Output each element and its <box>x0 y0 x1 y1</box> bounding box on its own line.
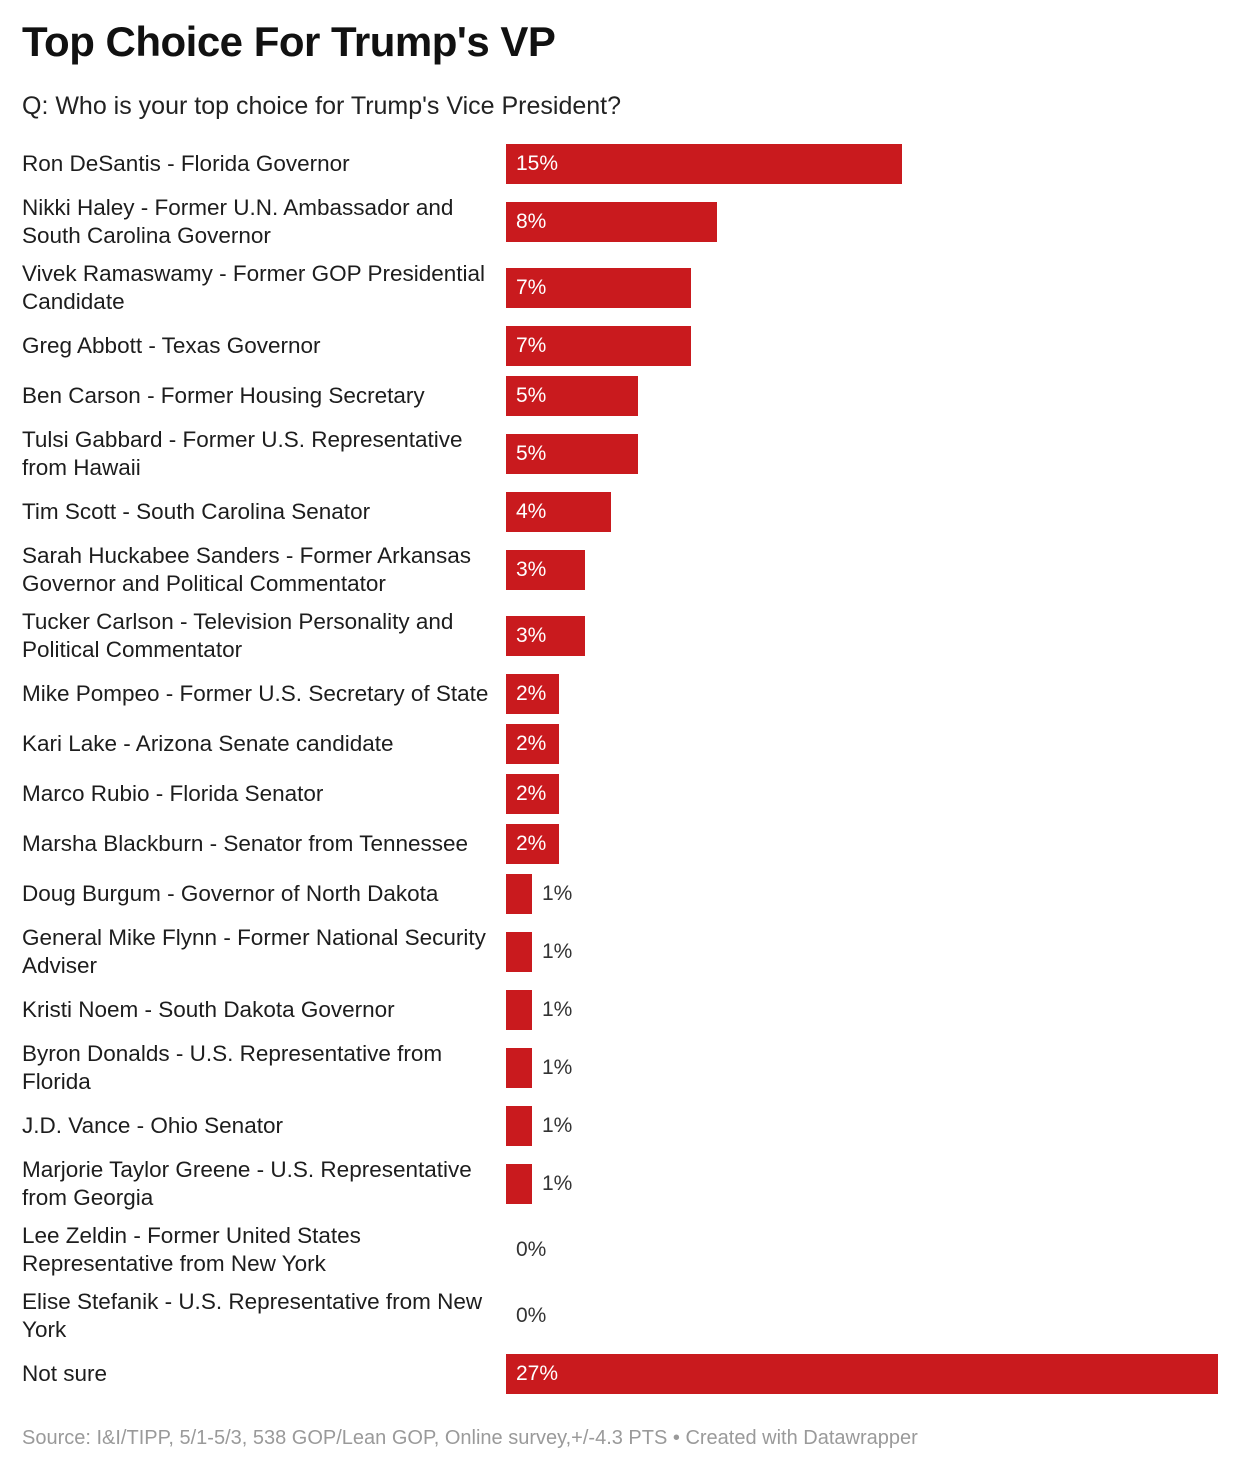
bar-value-label: 2% <box>516 832 547 855</box>
category-label: Greg Abbott - Texas Governor <box>22 333 321 358</box>
category-label: Vivek Ramaswamy - Former GOP Presidential Candidate <box>22 261 486 314</box>
bar-value-label: 2% <box>516 682 547 705</box>
bar-value-label: 0% <box>516 1304 547 1327</box>
bar-value-label: 3% <box>516 624 547 647</box>
category-label: Kari Lake - Arizona Senate candidate <box>22 731 394 756</box>
bar-value-label: 15% <box>516 152 559 175</box>
category-label: Tim Scott - South Carolina Senator <box>22 499 371 524</box>
bar-value-label: 3% <box>516 558 547 581</box>
category-label: Elise Stefanik - U.S. Representative from New York <box>22 1289 483 1342</box>
bar-value-label: 5% <box>516 384 547 407</box>
bar-value-label: 0% <box>516 1238 547 1261</box>
bar-value-label: 8% <box>516 210 547 233</box>
category-label: Ron DeSantis - Florida Governor <box>22 151 350 176</box>
category-label: Marsha Blackburn - Senator from Tennessee <box>22 831 469 856</box>
category-label: Ben Carson - Former Housing Secretary <box>22 383 425 408</box>
bar-value-label: 1% <box>542 882 573 905</box>
category-label: Doug Burgum - Governor of North Dakota <box>22 881 439 906</box>
bar <box>506 874 532 914</box>
bar <box>506 144 902 184</box>
bar <box>506 990 532 1030</box>
chart-source-note: Source: I&I/TIPP, 5/1-5/3, 538 GOP/Lean GOP, Online survey,+/-4.3 PTS • Created with Datawrapper <box>22 1427 918 1449</box>
category-label: Marco Rubio - Florida Senator <box>22 781 324 806</box>
bar-value-label: 1% <box>542 998 573 1021</box>
bar-value-label: 1% <box>542 1114 573 1137</box>
bar-value-label: 2% <box>516 732 547 755</box>
bar-value-label: 1% <box>542 940 573 963</box>
category-label: Marjorie Taylor Greene - U.S. Representative from Georgia <box>22 1157 472 1210</box>
bar-value-label: 7% <box>516 334 547 357</box>
category-label: Not sure <box>22 1361 108 1386</box>
bar <box>506 1164 532 1204</box>
bar-value-label: 27% <box>516 1362 559 1385</box>
category-label: Nikki Haley - Former U.N. Ambassador and South Carolina Governor <box>22 195 454 248</box>
bar-value-label: 7% <box>516 276 547 299</box>
chart-title: Top Choice For Trump's VP <box>22 18 556 65</box>
category-label: Kristi Noem - South Dakota Governor <box>22 997 395 1022</box>
bar-value-label: 5% <box>516 442 547 465</box>
category-label: Tucker Carlson - Television Personality and Political Commentator <box>22 609 454 662</box>
category-label: Mike Pompeo - Former U.S. Secretary of State <box>22 681 489 706</box>
category-label: J.D. Vance - Ohio Senator <box>22 1113 283 1138</box>
bar-value-label: 4% <box>516 500 547 523</box>
bar-value-label: 1% <box>542 1172 573 1195</box>
chart-subtitle: Q: Who is your top choice for Trump's Vice President? <box>22 92 622 120</box>
category-label: Byron Donalds - U.S. Representative from Florida <box>22 1041 443 1094</box>
category-label: Tulsi Gabbard - Former U.S. Representative from Hawaii <box>22 427 463 480</box>
bar-value-label: 2% <box>516 782 547 805</box>
category-label: General Mike Flynn - Former National Security Adviser <box>22 925 486 978</box>
category-label: Lee Zeldin - Former United States Representative from New York <box>22 1223 361 1276</box>
bar <box>506 1106 532 1146</box>
bar-value-label: 1% <box>542 1056 573 1079</box>
category-label: Sarah Huckabee Sanders - Former Arkansas Governor and Political Commentator <box>22 543 471 596</box>
bar <box>506 1354 1218 1394</box>
bar <box>506 932 532 972</box>
bar <box>506 1048 532 1088</box>
